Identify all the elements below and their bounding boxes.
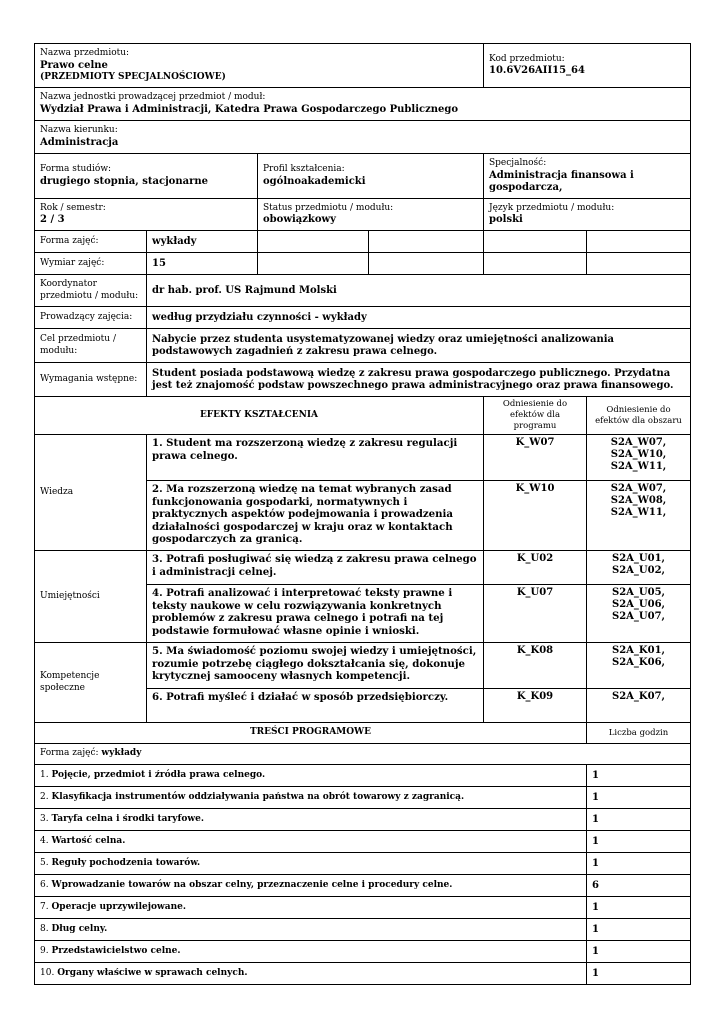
topic-title: Dług celny. [51,923,108,934]
topic-hours: 1 [587,765,691,787]
content-form-cell [35,744,691,765]
study-form-value: drugiego stopnia, stacjonarne [40,175,209,187]
empty-cell [258,231,369,253]
specialty-cell [484,154,691,199]
empty-cell [369,231,484,253]
topic-row [35,919,587,941]
class-hours-label: Wymiar zajęć: [35,253,147,275]
effects-group-skills: Umiejętności [35,551,147,643]
topic-number: 8. [40,923,49,934]
topic-number: 5. [40,857,49,868]
empty-cell [484,231,587,253]
effects-program-header: Odniesienie do efektów dla programu [484,397,587,435]
study-form-cell [35,154,258,199]
topic-title: Reguły pochodzenia towarów. [51,857,201,868]
effect-text: 6. Potrafi myśleć i działać w sposób przedsiębiorczy. [147,689,484,723]
topic-number: 2. [40,791,49,802]
effect-area-ref: S2A_K07, [587,689,691,723]
topic-row [35,831,587,853]
effect-text: 3. Potrafi posługiwać się wiedzą z zakresu prawa celnego i administracji celnej. [147,551,484,585]
topic-row [35,875,587,897]
profile-label: Profil kształcenia: [263,164,345,175]
topic-title: Przedstawicielstwo celne. [51,945,181,956]
effect-text: 5. Ma świadomość poziomu swojej wiedzy i umiejętności, rozumie potrzebę ciągłego dokształcania się, dokonuje krytycznej samooceny własnych kompetencji. [147,643,484,689]
topic-hours: 1 [587,941,691,963]
profile-cell [258,154,484,199]
content-form-prefix: Forma zajęć: [40,748,99,759]
language-value: polski [489,214,523,226]
content-header: TREŚCI PROGRAMOWE [35,723,587,744]
topic-number: 9. [40,945,49,956]
effect-area-ref: S2A_W07, S2A_W10, S2A_W11, [587,435,691,481]
code-label: Kod przedmiotu: [489,53,565,64]
topic-hours: 1 [587,897,691,919]
topic-row [35,809,587,831]
field-value: Administracja [40,136,119,148]
subject-name: Prawo celne [40,59,108,71]
effect-area-ref: S2A_K01, S2A_K06, [587,643,691,689]
empty-cell [484,253,587,275]
topic-number: 7. [40,901,49,912]
syllabus-table [34,43,691,985]
topic-hours: 1 [587,963,691,985]
unit-cell [35,88,691,121]
effect-program-ref: K_W07 [484,435,587,481]
effect-text: 1. Student ma rozszerzoną wiedzę z zakresu regulacji prawa celnego. [147,435,484,481]
study-form-label: Forma studiów: [40,164,112,175]
topic-number: 3. [40,813,49,824]
unit-label: Nazwa jednostki prowadzącej przedmiot / moduł: [40,92,266,103]
status-label: Status przedmiotu / modułu: [263,202,394,213]
class-hours-value: 15 [147,253,258,275]
specialty-value: Administracja finansowa i gospodarcza, [489,169,634,193]
code-cell [484,44,691,88]
subject-cell [35,44,484,88]
year-cell [35,199,258,231]
topic-row [35,941,587,963]
syllabus-page [34,43,690,985]
teacher-label: Prowadzący zajęcia: [35,307,147,329]
effect-program-ref: K_W10 [484,481,587,551]
effects-group-competences: Kompetencje społeczne [35,643,147,723]
unit-value: Wydział Prawa i Administracji, Katedra Prawa Gospodarczego Publicznego [40,103,459,115]
status-cell [258,199,484,231]
class-form-label: Forma zajęć: [35,231,147,253]
requirements-value: Student posiada podstawową wiedzę z zakresu prawa gospodarczego publicznego. Przydatna jest też znajomość podstaw powszechnego prawa administracyjnego oraz prawa finansowego. [147,363,691,397]
effect-program-ref: K_K08 [484,643,587,689]
empty-cell [587,253,691,275]
content-hours-header: Liczba godzin [587,723,691,744]
effect-text: 2. Ma rozszerzoną wiedzę na temat wybranych zasad funkcjonowania gospodarki, normatywnych i praktycznych aspektów podejmowania i prowadzenia działalności gospodarczej w kraju oraz w kontaktach gospodarczych za granicą. [147,481,484,551]
status-value: obowiązkowy [263,214,336,226]
topic-row [35,787,587,809]
topic-title: Organy właściwe w sprawach celnych. [57,967,248,978]
topic-number: 1. [40,769,49,780]
effect-program-ref: K_K09 [484,689,587,723]
code-value: 10.6V26AII15_64 [489,65,585,77]
effect-program-ref: K_U07 [484,585,587,643]
empty-cell [587,231,691,253]
effects-group-knowledge: Wiedza [35,435,147,551]
effect-text: 4. Potrafi analizować i interpretować teksty prawne i teksty naukowe w celu rozwiązywania konkretnych problemów z zakresu prawa celnego i potrafi na tej podstawie formułować własne opinie i wnioski. [147,585,484,643]
teacher-value: według przydziału czynności - wykłady [147,307,691,329]
specialty-label: Specjalność: [489,158,547,169]
empty-cell [258,253,369,275]
topic-title: Wprowadzanie towarów na obszar celny, przeznaczenie celne i procedury celne. [51,879,453,890]
coordinator-label: Koordynator przedmiotu / modułu: [35,275,147,307]
language-label: Język przedmiotu / modułu: [489,202,615,213]
field-label: Nazwa kierunku: [40,125,118,136]
topic-hours: 1 [587,831,691,853]
goal-value: Nabycie przez studenta usystematyzowanej wiedzy oraz umiejętności analizowania podstawowych zagadnień z zakresu prawa celnego. [147,329,691,363]
topic-title: Klasyfikacja instrumentów oddziaływania państwa na obrót towarowy z zagranicą. [51,791,465,802]
content-form-value: wykłady [101,748,142,759]
coordinator-value: dr hab. prof. US Rajmund Molski [147,275,691,307]
effect-area-ref: S2A_W07, S2A_W08, S2A_W11, [587,481,691,551]
subject-label: Nazwa przedmiotu: [40,48,130,58]
year-value: 2 / 3 [40,214,65,226]
topic-title: Wartość celna. [51,835,126,846]
topic-hours: 1 [587,787,691,809]
effects-area-header: Odniesienie do efektów dla obszaru [587,397,691,435]
effects-header: EFEKTY KSZTAŁCENIA [35,397,484,435]
class-form-value: wykłady [147,231,258,253]
profile-value: ogólnoakademicki [263,175,366,187]
topic-row [35,963,587,985]
topic-hours: 1 [587,919,691,941]
topic-number: 6. [40,879,49,890]
goal-label: Cel przedmiotu / modułu: [35,329,147,363]
topic-number: 10. [40,967,55,978]
subject-group: (PRZEDMIOTY SPECJALNOŚCIOWE) [40,71,226,82]
topic-hours: 6 [587,875,691,897]
topic-row [35,853,587,875]
requirements-label: Wymagania wstępne: [35,363,147,397]
field-cell [35,121,691,154]
topic-title: Taryfa celna i środki taryfowe. [51,813,204,824]
year-label: Rok / semestr: [40,202,106,213]
effect-program-ref: K_U02 [484,551,587,585]
topic-row [35,897,587,919]
topic-number: 4. [40,835,49,846]
topic-row [35,765,587,787]
topic-title: Operacje uprzywilejowane. [51,901,186,912]
topic-title: Pojęcie, przedmiot i źródła prawa celnego. [51,769,266,780]
empty-cell [369,253,484,275]
language-cell [484,199,691,231]
effect-area-ref: S2A_U01, S2A_U02, [587,551,691,585]
topic-hours: 1 [587,809,691,831]
effect-area-ref: S2A_U05, S2A_U06, S2A_U07, [587,585,691,643]
topic-hours: 1 [587,853,691,875]
